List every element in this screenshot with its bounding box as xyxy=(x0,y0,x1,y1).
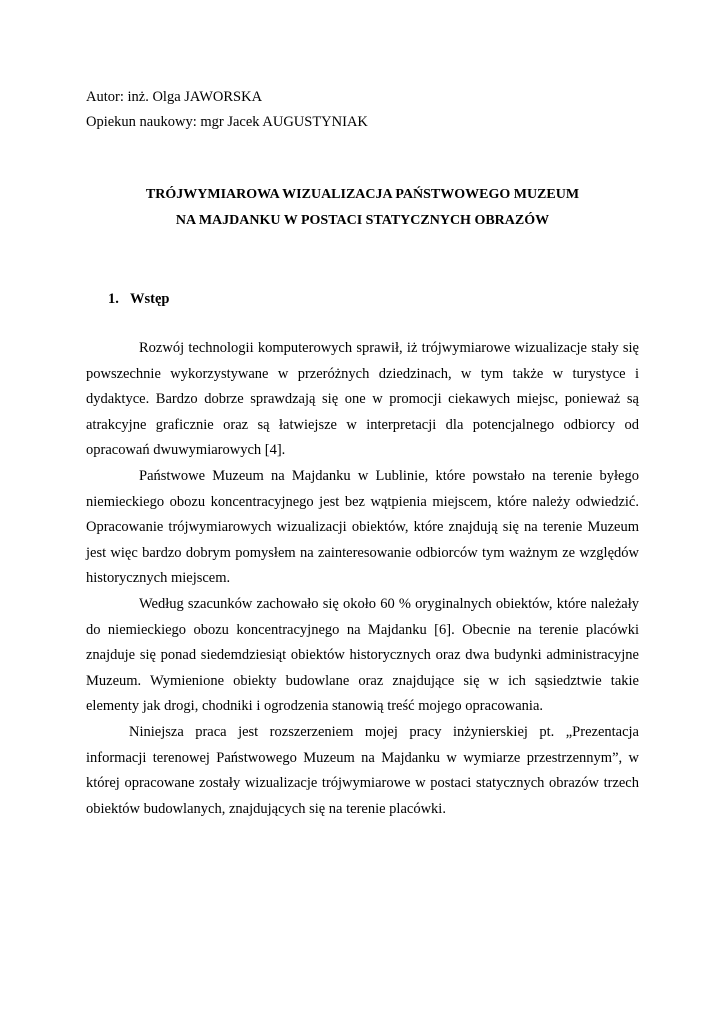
document-title-line-2: NA MAJDANKU W POSTACI STATYCZNYCH OBRAZÓW xyxy=(175,213,550,228)
paragraph-3: Według szacunków zachowało się około 60 % oryginalnych obiektów, które należały do niemieckiego obozu koncentracyjnego na Majdanku [6]. Obecnie na terenie placówki znajduje się ponad siedemdziesiąt obiektów historycznych oraz dwa budynki administracyjne Muzeum. Wymienione obiekty budowlane oraz znajdujące się w ich sąsiedztwie takie elementy jak drogi, chodniki i ogrodzenia stanowią treść mojego opracowania. xyxy=(86,595,639,715)
section-heading xyxy=(108,290,169,308)
author-line: Autor: inż. Olga JAWORSKA xyxy=(86,89,263,105)
section-number: 1. xyxy=(108,291,119,307)
body-text xyxy=(86,336,639,822)
paragraph-1: Rozwój technologii komputerowych sprawił, iż trójwymiarowe wizualizacje stały się powszechnie wykorzystywane w przeróżnych dziedzinach, w tym także w turystyce i dydaktyce. Bardzo dobrze sprawdzają się one w promocji ciekawych miejsc, ponieważ są atrakcyjne graficznie oraz są łatwiejsze w interpretacji dla potencjalnego odbiorcy od opracowań dwuwymiarowych [4]. xyxy=(86,340,639,459)
paragraph-4: Niniejsza praca jest rozszerzeniem mojej pracy inżynierskiej pt. „Prezentacja informacji terenowej Państwowego Muzeum na Majdanku w wymiarze przestrzennym”, w której opracowane zostały wizualizacje trójwymiarowe w postaci statycznych obrazów trzech obiektów budowlanych, znajdujących się na terenie placówki. xyxy=(86,723,639,817)
supervisor-line: Opiekun naukowy: mgr Jacek AUGUSTYNIAK xyxy=(86,114,368,130)
document-title-line-1: TRÓJWYMIAROWA WIZUALIZACJA PAŃSTWOWEGO MUZEUM xyxy=(145,187,580,202)
paragraph-2: Państwowe Muzeum na Majdanku w Lublinie, które powstało na terenie byłego niemieckiego obozu koncentracyjnego jest bez wątpienia miejscem, które należy odwiedzić. Opracowanie trójwymiarowych wizualizacji obiektów, które znajdują się na terenie Muzeum jest więc bardzo dobrym pomysłem na zainteresowanie odbiorców tym ważnym ze względów historycznych miejscem. xyxy=(86,467,639,587)
section-title: Wstęp xyxy=(130,291,170,307)
